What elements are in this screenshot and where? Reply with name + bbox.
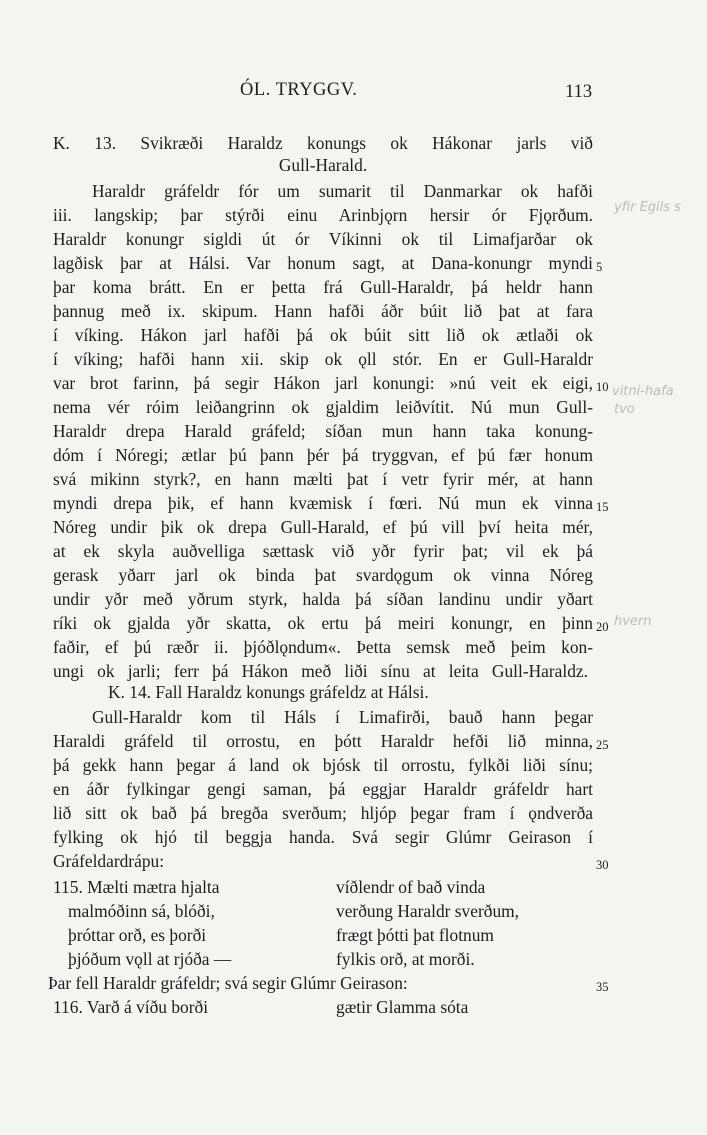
verse-line: 115. Mælti mætra hjalta <box>53 877 220 897</box>
chapter-13-heading-cont: Gull-Harald. <box>278 155 368 175</box>
line-number: 20 <box>596 620 609 634</box>
margin-note: yfir Egils s <box>614 200 681 215</box>
line-number: 35 <box>596 980 609 994</box>
text-line: at ek skyla auðvelliga sættask við yðr fyrir þat; vil ek þá <box>53 541 593 561</box>
margin-note: tvo <box>614 402 635 417</box>
line-number: 15 <box>596 500 609 514</box>
text-line: iii. langskip; þar stýrði einu Arinbjǫrn hersir ór Fjǫrðum. <box>53 205 593 225</box>
text-line: Nóreg undir þik ok drepa Gull-Harald, ef þú vill því heita mér, <box>53 517 593 537</box>
verse-line: þjóðum vǫll at rjóða — <box>68 949 232 969</box>
text-line: Gráfeldardrápu: <box>53 851 165 871</box>
text-line: Haraldi gráfeld til orrostu, en þótt Haraldr hefði lið minna, <box>53 731 593 751</box>
chapter-13-heading: K. 13. Svikræði Haraldz konungs ok Hákonar jarls við <box>53 133 593 153</box>
verse-line: þróttar orð, es þorði <box>68 925 207 945</box>
text-line: myndi drepa þik, ef hann kvæmisk í fœri. Nú mun ek vinna <box>53 493 593 513</box>
margin-note: vitni-hafa <box>612 384 674 399</box>
line-number: 5 <box>596 260 603 274</box>
line-number: 10 <box>596 380 609 394</box>
text-line: lagðisk þar at Hálsi. Var honum sagt, at Dana-konungr myndi <box>53 253 593 273</box>
text-line: Haraldr konungr sigldi út ór Víkinni ok til Limafjarðar ok <box>53 229 593 249</box>
text-line: þá gekk hann þegar á land ok bjósk til orrostu, fylkði liði sínu; <box>53 755 593 775</box>
text-line: í víking; hafði hann xii. skip ok ǫll stór. En er Gull-Haraldr <box>53 349 593 369</box>
text-line: svá mikinn styrk?, en hann mælti þat í vetr fyrir mér, at hann <box>53 469 593 489</box>
verse-line: verðung Haraldr sverðum, <box>336 901 520 921</box>
running-head <box>0 80 707 104</box>
text-line: ríki ok gjalda yðr skatta, ok ertu þá meiri konungr, en þinn <box>53 613 593 633</box>
text-line: lið sitt ok bað þá bregða sverðum; hljóp þegar fram í ǫndverða <box>53 803 593 823</box>
text-line: gerask yðarr jarl ok binda þat svardǫgum ok vinna Nóreg <box>53 565 593 585</box>
text-line: dóm í Nóregi; ætlar þú þann þér þá tryggvan, ef þú fær honum <box>53 445 593 465</box>
verse-line: malmóðinn sá, blóði, <box>68 901 215 921</box>
text-line: þar koma brátt. En er þetta frá Gull-Haraldr, þá heldr hann <box>53 277 593 297</box>
verse-line: víðlendr of bað vinda <box>336 877 486 897</box>
verse-line: 116. Varð á víðu borði <box>53 997 209 1017</box>
verse-line: gætir Glamma sóta <box>336 997 469 1017</box>
text-line: Þar fell Haraldr gráfeldr; svá segir Glúmr Geirason: <box>48 973 408 993</box>
text-line: Haraldr gráfeldr fór um sumarit til Danmarkar ok hafði <box>92 181 593 201</box>
text-line: þannug með ix. skipum. Hann hafði áðr búit lið þat at fara <box>53 301 593 321</box>
text-line: ungi ok jarli; ferr þá Hákon með liði sínu at leita Gull-Haraldz. <box>53 661 588 681</box>
text-line: í víking. Hákon jarl hafði þá ok búit sitt lið ok ætlaði ok <box>53 325 593 345</box>
text-line: undir yðr með yðrum styrk, halda þá síðan landinu undir yðart <box>53 589 593 609</box>
text-line: Haraldr drepa Harald gráfeld; síðan mun hann taka konung- <box>53 421 593 441</box>
line-number: 30 <box>596 858 609 872</box>
page-number: 113 <box>565 82 593 102</box>
text-line: en áðr fylkingar gengi saman, þá eggjar Haraldr gráfeldr hart <box>53 779 593 799</box>
line-number: 25 <box>596 738 609 752</box>
verse-line: frægt þótti þat flotnum <box>336 925 494 945</box>
chapter-14-heading: K. 14. Fall Haraldz konungs gráfeldz at Hálsi. <box>108 682 429 702</box>
text-line: Gull-Haraldr kom til Háls í Limafirði, bauð hann þegar <box>92 707 593 727</box>
verse-line: fylkis orð, at morði. <box>336 949 475 969</box>
running-title: ÓL. TRYGGV. <box>240 80 358 100</box>
text-line: nema vér róim leiðangrinn ok gjaldim leiðvítit. Nú mun Gull- <box>53 397 593 417</box>
text-line: var brot farinn, þá segir Hákon jarl konungi: »nú veit ek eigi, <box>53 373 593 393</box>
text-line: fylking ok hjó til beggja handa. Svá segir Glúmr Geirason í <box>53 827 593 847</box>
text-line: faðir, ef þú ræðr ii. þjóðlǫndum«. Þetta semsk með þeim kon- <box>53 637 593 657</box>
margin-note: hvern <box>614 614 652 629</box>
